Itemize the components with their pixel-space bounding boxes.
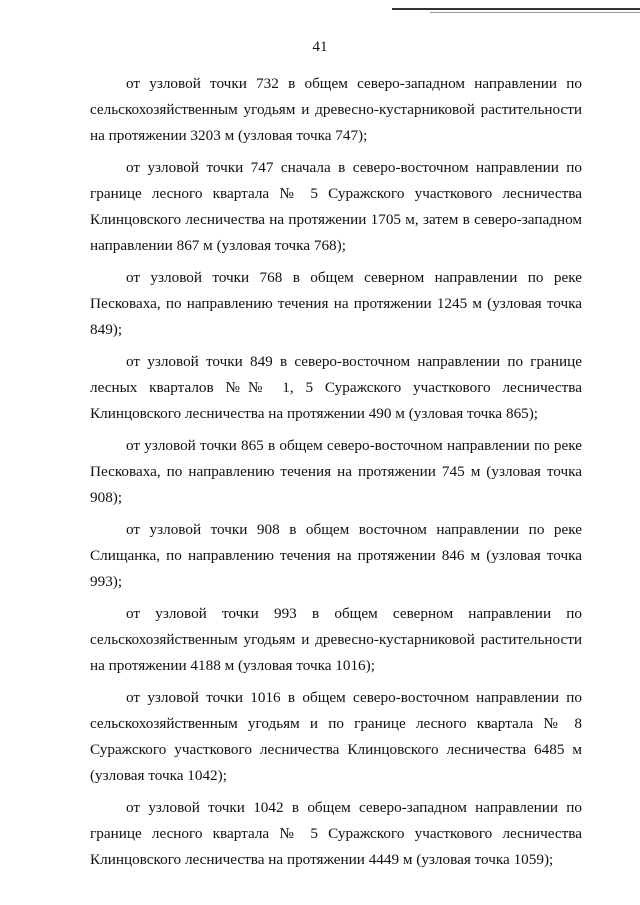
paragraph: от узловой точки 747 сначала в северо-восточном направлении по границе лесного квартала № 5 Суражского участкового лесничества Клинцовского лесничества на протяжении 1705 м, затем в северо-западном направлении 867 м (узловая точка 768);	[90, 159, 582, 254]
paragraph: от узловой точки 849 в северо-восточном направлении по границе лесных кварталов №№ 1, 5 Суражского участкового лесничества Клинцовского лесничества на протяжении 490 м (узловая точка 865);	[90, 353, 582, 422]
page-number: 41	[312, 39, 328, 55]
paragraph: от узловой точки 908 в общем восточном направлении по реке Слищанка, по направлению течения на протяжении 846 м (узловая точка 993);	[90, 521, 582, 590]
paragraph: от узловой точки 732 в общем северо-западном направлении по сельскохозяйственным угодьям и древесно-кустарниковой растительности на протяжении 3203 м (узловая точка 747);	[90, 75, 582, 144]
paragraph: от узловой точки 1016 в общем северо-восточном направлении по сельскохозяйственным угодьям и по границе лесного квартала № 8 Суражского участкового лесничества Клинцовского лесничества 6485 м (узловая точка 1042);	[90, 689, 582, 784]
paragraph: от узловой точки 768 в общем северном направлении по реке Песковаха, по направлению течения на протяжении 1245 м (узловая точка 849);	[90, 269, 582, 338]
paragraph: от узловой точки 865 в общем северо-восточном направлении по реке Песковаха, по направлению течения на протяжении 745 м (узловая точка 908);	[90, 437, 582, 506]
paragraph: от узловой точки 993 в общем северном направлении по сельскохозяйственным угодьям и древесно-кустарниковой растительности на протяжении 4188 м (узловая точка 1016);	[90, 605, 582, 674]
scan-edge-line	[392, 8, 640, 10]
paragraph: от узловой точки 1042 в общем северо-западном направлении по границе лесного квартала № 5 Суражского участкового лесничества Клинцовского лесничества на протяжении 4449 м (узловая точка 1059);	[90, 799, 582, 868]
scan-edge-line-thin	[430, 12, 640, 13]
document-body	[90, 71, 582, 879]
